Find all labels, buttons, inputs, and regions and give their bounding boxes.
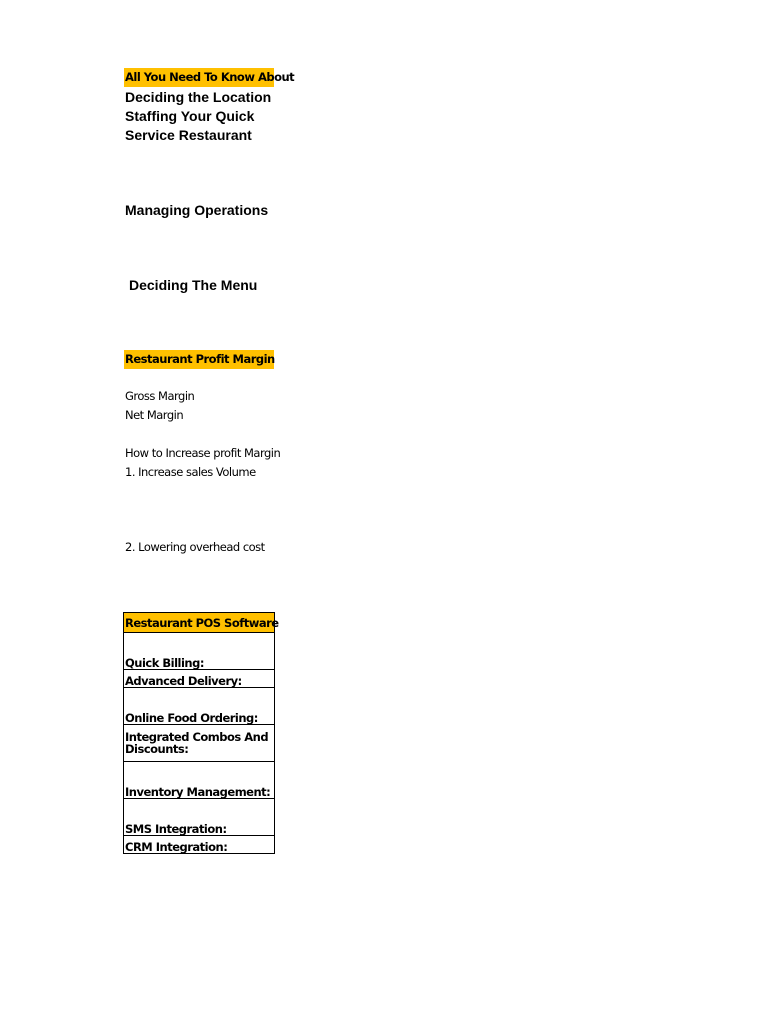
heading-staffing-line1: Staffing Your Quick: [125, 108, 255, 124]
table-row: [124, 762, 275, 799]
row-online-food-ordering: Online Food Ordering:: [124, 688, 275, 725]
table-row: [124, 688, 275, 725]
heading-managing-operations: Managing Operations: [125, 202, 269, 218]
row-quick-billing: Quick Billing:: [124, 633, 275, 670]
heading-staffing-line2: Service Restaurant: [125, 127, 252, 143]
heading-deciding-location: Deciding the Location: [125, 89, 272, 105]
how-to-increase-text: How to Increase profit Margin: [125, 446, 281, 460]
intro-banner: All You Need To Know About: [124, 68, 274, 87]
table-row: [124, 670, 275, 688]
table-row: [124, 799, 275, 836]
row-inventory-management: Inventory Management:: [124, 762, 275, 799]
row-sms-integration: SMS Integration:: [124, 799, 275, 836]
gross-margin-text: Gross Margin: [125, 389, 195, 403]
table-row: [124, 633, 275, 670]
lowering-overhead-text: 2. Lowering overhead cost: [125, 540, 265, 554]
row-integrated-combos: Integrated Combos And Discounts:: [124, 725, 275, 762]
heading-deciding-menu: Deciding The Menu: [129, 277, 258, 293]
table-row: [124, 836, 275, 854]
table-row: [124, 725, 275, 762]
increase-sales-text: 1. Increase sales Volume: [125, 465, 256, 479]
net-margin-text: Net Margin: [125, 408, 184, 422]
table-header-row: [124, 613, 275, 633]
pos-software-table: [123, 612, 279, 854]
row-advanced-delivery: Advanced Delivery:: [124, 670, 275, 688]
profit-margin-banner: Restaurant Profit Margin: [124, 350, 274, 369]
row-crm-integration: CRM Integration:: [124, 836, 275, 854]
pos-table-header: Restaurant POS Software: [124, 613, 275, 633]
